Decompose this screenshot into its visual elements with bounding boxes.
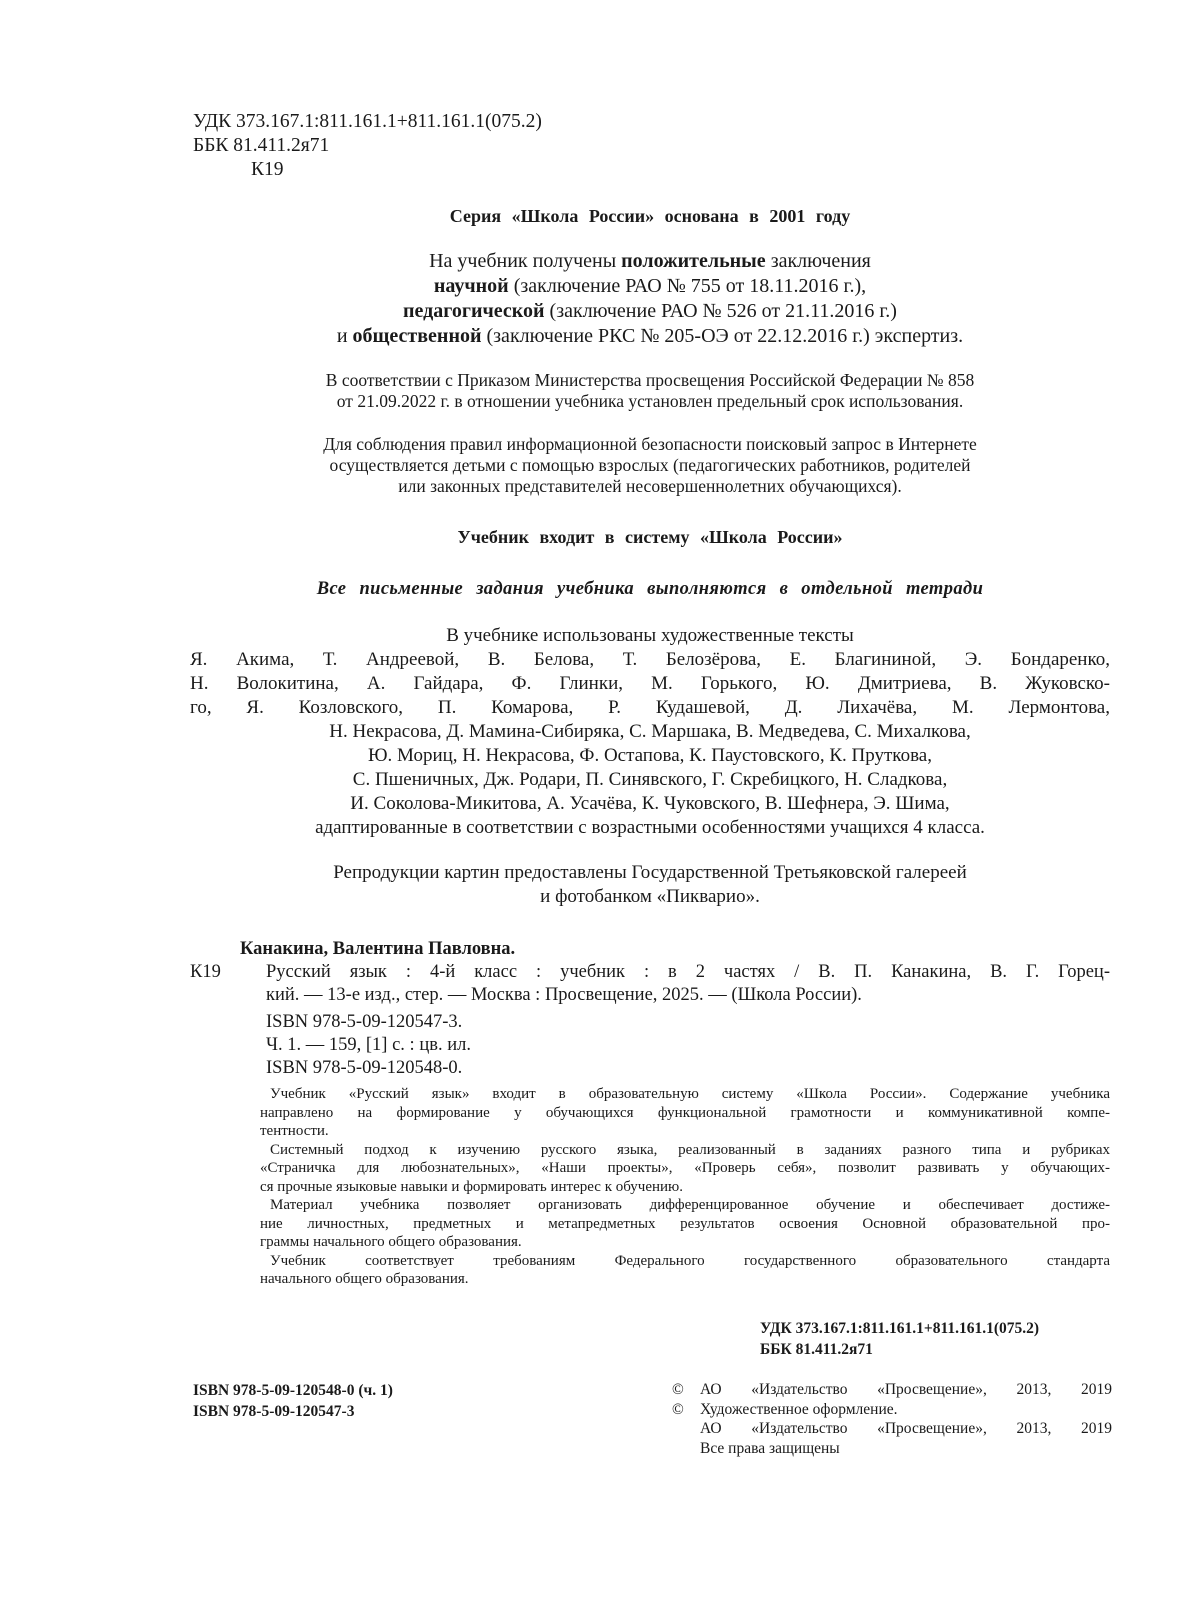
repro-line: Репродукции картин предоставлены Государственной Третьяковской галереей <box>333 862 967 883</box>
annotation-line: тентности. <box>260 1123 329 1139</box>
record-isbn: ISBN 978-5-09-120548-0. <box>266 1058 463 1078</box>
sources-line: Н. Некрасова, Д. Мамина-Сибиряка, С. Маршака, В. Медведева, С. Михалкова, <box>329 721 971 742</box>
annotation-line: ние личностных, предметных и метапредметных результатов освоения Основной образовательной про- <box>260 1215 1110 1232</box>
sources-line: го, Я. Козловского, П. Комарова, Р. Кудашевой, Д. Лихачёва, М. Лермонтова, <box>190 697 1110 718</box>
repro-line: и фотобанком «Пикварио». <box>540 886 760 907</box>
copyright-block <box>672 1380 1112 1458</box>
udk-block-bottom <box>760 1318 1039 1360</box>
udk-code: УДК 373.167.1:811.161.1+811.161.1(075.2) <box>193 111 542 132</box>
bbk-code: ББК 81.411.2я71 <box>760 1341 873 1358</box>
ministry-order-note <box>190 370 1110 412</box>
annotation-line: Материал учебника позволяет организовать дифференцированное обучение и обеспечивает достиже- <box>270 1197 1110 1213</box>
annotation-line: Учебник соответствует требованиям Федерального государственного образовательного стандарта <box>270 1252 1110 1269</box>
isbn-line: ISBN 978-5-09-120548-0 (ч. 1) <box>193 1382 393 1399</box>
review-line-1: На учебник получены положительные заключения <box>429 250 871 272</box>
copyright-row <box>672 1400 1112 1420</box>
sources-intro: В учебнике использованы художественные тексты <box>446 625 854 646</box>
expert-reviews <box>190 249 1110 349</box>
bbk-code: ББК 81.411.2я71 <box>193 135 330 156</box>
order-line: от 21.09.2022 г. в отношении учебника установлен предельный срок использования. <box>336 391 964 411</box>
literary-sources <box>190 624 1110 840</box>
record-title-line: кий. — 13-е изд., стер. — Москва : Просвещение, 2025. — (Школа России). <box>266 985 862 1005</box>
sources-line: адаптированные в соответствии с возрастными особенностями учащихся 4 класса. <box>315 817 985 838</box>
safety-line: Для соблюдения правил информационной безопасности поисковый запрос в Интернете <box>323 434 977 454</box>
review-line-3: педагогической (заключение РАО № 526 от 21.11.2016 г.) <box>403 300 897 322</box>
copyright-line: АО «Издательство «Просвещение», 2013, 2019 <box>700 1420 1112 1437</box>
series-note: Серия «Школа России» основана в 2001 году <box>449 206 851 226</box>
copyright-row <box>672 1380 1112 1400</box>
annotation-line: «Страничка для любознательных», «Наши проекты», «Проверь себя», позволит развивать у обучающих- <box>260 1160 1110 1176</box>
udk-block-top <box>193 110 542 182</box>
record-part: Ч. 1. — 159, [1] с. : цв. ил. <box>266 1035 471 1055</box>
copyright-line: АО «Издательство «Просвещение», 2013, 2019 <box>700 1381 1112 1398</box>
safety-line: или законных представителей несовершеннолетних обучающихся). <box>398 476 902 496</box>
record-code: К19 <box>190 962 221 982</box>
isbn-line: ISBN 978-5-09-120547-3 <box>193 1403 355 1420</box>
sources-line: И. Соколова-Микитова, А. Усачёва, К. Чуковского, В. Шефнера, Э. Шима, <box>350 793 950 814</box>
system-note: Учебник входит в систему «Школа России» <box>457 527 843 547</box>
record-title-line: Русский язык : 4-й класс : учебник : в 2 частях / В. П. Канакина, В. Г. Горец- <box>266 962 1110 982</box>
udk-code: УДК 373.167.1:811.161.1+811.161.1(075.2) <box>760 1320 1040 1337</box>
isbn-block <box>193 1380 393 1422</box>
annotation-line: ся прочные языковые навыки и формировать интерес к обучению. <box>260 1178 684 1195</box>
annotation-line: Системный подход к изучению русского языка, реализованный в заданиях разного типа и рубриках <box>270 1141 1110 1158</box>
reproductions-note <box>190 861 1110 909</box>
review-line-4: и общественной (заключение РКС № 205-ОЭ от 22.12.2016 г.) экспертиз. <box>336 325 964 347</box>
annotation-line: граммы начального общего образования. <box>260 1234 522 1250</box>
annotation-line: начального общего образования. <box>260 1271 469 1287</box>
order-line: В соответствии с Приказом Министерства просвещения Российской Федерации № 858 <box>325 370 975 390</box>
copyright-icon: © <box>672 1381 684 1398</box>
record-isbn: ISBN 978-5-09-120547-3. <box>266 1012 463 1032</box>
annotation-line: Учебник «Русский язык» входит в образовательную систему «Школа России». Содержание учебника <box>270 1086 1110 1102</box>
copyright-line: Художественное оформление. <box>700 1400 898 1418</box>
author-mark: К19 <box>251 159 284 180</box>
written-tasks-note: Все письменные задания учебника выполняются в отдельной тетради <box>316 579 984 599</box>
copyright-row <box>672 1419 1112 1439</box>
record-isbn-block <box>190 1011 1110 1080</box>
safety-line: осуществляется детьми с помощью взрослых (педагогических работников, родителей <box>329 455 971 475</box>
sources-line: С. Пшеничных, Дж. Родари, П. Синявского, Г. Скребицкого, Н. Сладкова, <box>352 769 948 790</box>
sources-line: Н. Волокитина, А. Гайдара, Ф. Глинки, М. Горького, Ю. Дмитриева, В. Жуковско- <box>190 673 1110 694</box>
record-title-row <box>190 961 1110 984</box>
annotation <box>260 1085 1110 1289</box>
record-author: Канакина, Валентина Павловна. <box>240 939 516 959</box>
annotation-line: направлено на формирование у обучающихся функциональной грамотности и коммуникативной компе- <box>260 1104 1110 1121</box>
copyright-icon: © <box>672 1400 684 1418</box>
internet-safety-note <box>190 434 1110 497</box>
review-line-2: научной (заключение РАО № 755 от 18.11.2016 г.), <box>433 275 867 297</box>
sources-line: Я. Акима, Т. Андреевой, В. Белова, Т. Белозёрова, Е. Благининой, Э. Бондаренко, <box>190 649 1110 670</box>
sources-line: Ю. Мориц, Н. Некрасова, Ф. Остапова, К. Паустовского, К. Пруткова, <box>368 745 932 766</box>
bibliographic-record <box>190 938 1110 1080</box>
copyright-line: Все права защищены <box>700 1439 840 1457</box>
